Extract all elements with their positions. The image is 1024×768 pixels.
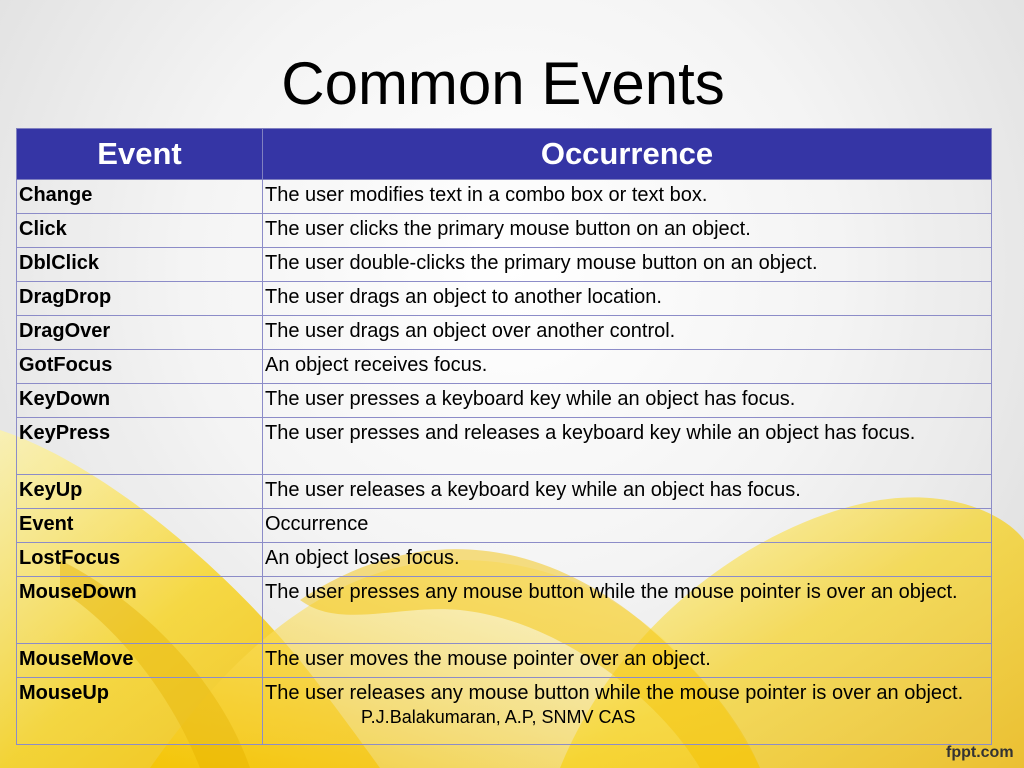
event-cell: DblClick xyxy=(17,248,263,282)
occurrence-cell: The user presses and releases a keyboard key while an object has focus. xyxy=(263,418,992,475)
occurrence-cell: An object receives focus. xyxy=(263,350,992,384)
table-row xyxy=(17,180,992,214)
event-cell: LostFocus xyxy=(17,543,263,577)
table-row xyxy=(17,384,992,418)
occurrence-cell: The user double-clicks the primary mouse button on an object. xyxy=(263,248,992,282)
event-cell: KeyDown xyxy=(17,384,263,418)
events-table xyxy=(16,128,992,745)
occurrence-cell: The user drags an object over another control. xyxy=(263,316,992,350)
event-cell: Event xyxy=(17,509,263,543)
event-cell: GotFocus xyxy=(17,350,263,384)
occurrence-cell: The user presses any mouse button while the mouse pointer is over an object. xyxy=(263,577,992,644)
event-cell: KeyPress xyxy=(17,418,263,475)
header-event: Event xyxy=(17,129,263,180)
page-title: Common Events xyxy=(281,50,725,117)
occurrence-cell: The user drags an object to another location. xyxy=(263,282,992,316)
table-row xyxy=(17,475,992,509)
event-cell: MouseMove xyxy=(17,644,263,678)
event-cell: Click xyxy=(17,214,263,248)
event-cell: DragDrop xyxy=(17,282,263,316)
table-row xyxy=(17,214,992,248)
table-row xyxy=(17,577,992,644)
table-row xyxy=(17,350,992,384)
event-cell: MouseDown xyxy=(17,577,263,644)
table-row xyxy=(17,543,992,577)
occurrence-cell: The user clicks the primary mouse button on an object. xyxy=(263,214,992,248)
header-occurrence: Occurrence xyxy=(263,129,992,180)
event-cell: DragOver xyxy=(17,316,263,350)
table-row xyxy=(17,418,992,475)
author-footer: P.J.Balakumaran, A.P, SNMV CAS xyxy=(361,707,636,727)
table-header-row xyxy=(17,129,992,180)
occurrence-cell: The user releases a keyboard key while an object has focus. xyxy=(263,475,992,509)
occurrence-cell: The user moves the mouse pointer over an object. xyxy=(263,644,992,678)
table-row xyxy=(17,316,992,350)
table-row xyxy=(17,644,992,678)
occurrence-cell: The user modifies text in a combo box or text box. xyxy=(263,180,992,214)
event-cell: KeyUp xyxy=(17,475,263,509)
table-row xyxy=(17,248,992,282)
event-cell: Change xyxy=(17,180,263,214)
event-cell: MouseUp xyxy=(17,678,263,745)
occurrence-cell: The user releases any mouse button while the mouse pointer is over an object. xyxy=(263,678,992,745)
occurrence-cell: An object loses focus. xyxy=(263,543,992,577)
occurrence-cell: Occurrence xyxy=(263,509,992,543)
table-row xyxy=(17,282,992,316)
occurrence-cell: The user presses a keyboard key while an object has focus. xyxy=(263,384,992,418)
brand-watermark: fppt.com xyxy=(946,744,1014,761)
table-row xyxy=(17,509,992,543)
